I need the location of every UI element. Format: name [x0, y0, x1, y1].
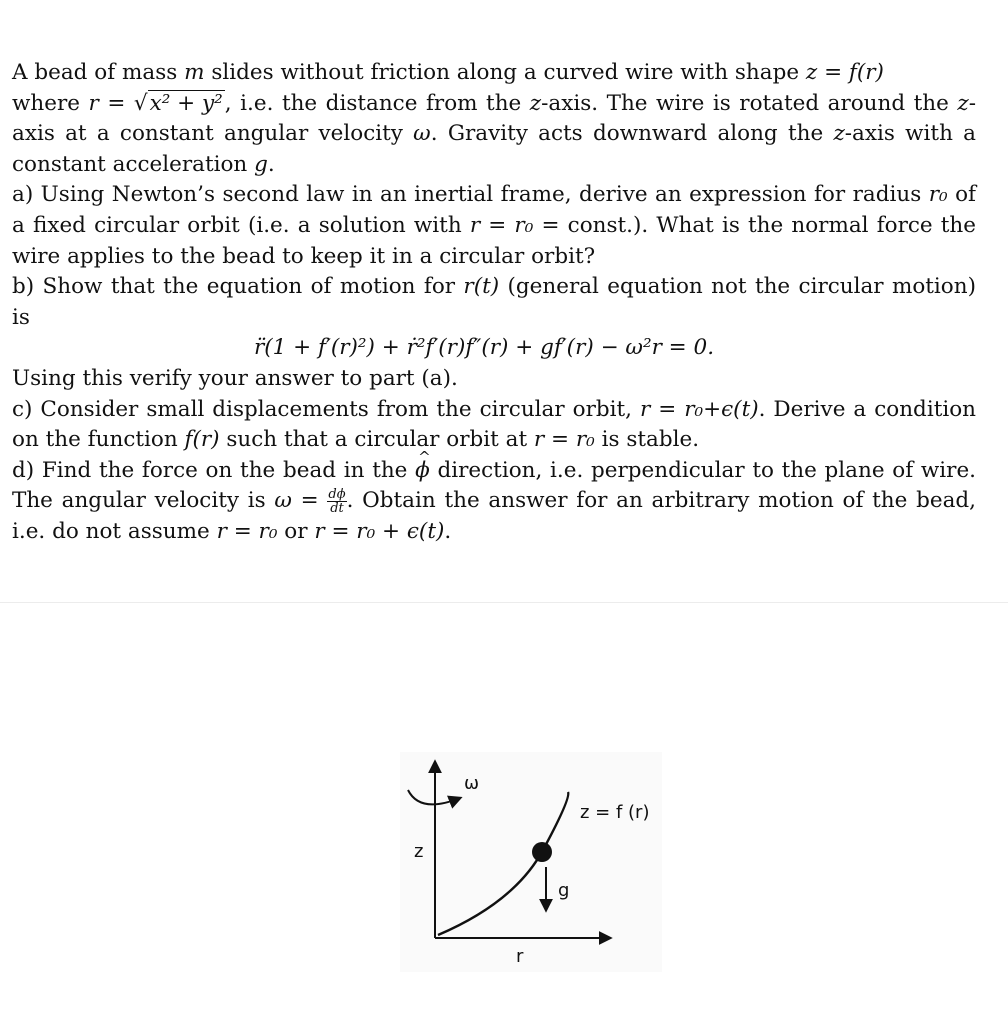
verify-line: Using this verify your answer to part (a). — [12, 365, 458, 391]
diagram-svg — [400, 752, 662, 972]
sqrt-expression: √x² + y² — [133, 90, 223, 116]
part-a: a) Using Newton’s second law in an inertial frame, derive an expression for radius r₀ of a fixed circular orbit (i.e. a solution with r = r₀ = const.). What is the normal force the wire applies to the bead to keep it in a circular orbit? — [12, 182, 976, 269]
gravity-label: g — [558, 880, 570, 901]
z-axis-label: z — [414, 841, 424, 862]
bead-wire-diagram — [400, 752, 662, 972]
wire-curve — [438, 792, 568, 935]
problem-statement — [12, 58, 976, 548]
equation-of-motion: r̈(1 + f′(r)²) + ṙ²f′(r)f″(r) + gf′(r) − ω²r = 0. — [253, 335, 715, 361]
intro-paragraph: A bead of mass m slides without friction along a curved wire with shape z = f(r) where r = √x² + y², i.e. the distance from the z-axis. The wire is rotated around the z-axis at a constant angular velocity ω. Gravity acts downward along the z-axis with a constant acceleration g. — [12, 60, 976, 177]
part-c: c) Consider small displacements from the circular orbit, r = r₀+ϵ(t). Derive a condition on the function f(r) such that a circular orbit at r = r₀ is stable. — [12, 396, 976, 453]
dphi-dt-fraction: $\frac{d\phi}{dt}$ — [328, 486, 346, 516]
section-divider — [0, 602, 1008, 603]
part-b: b) Show that the equation of motion for r(t) (general equation not the circular motion) is — [12, 274, 976, 330]
omega-label: ω — [464, 773, 480, 794]
curve-label: z = f (r) — [580, 802, 650, 823]
part-d: d) Find the force on the bead in the ^ ϕ direction, i.e. perpendicular to the plane of wire. The angular velocity is ω = $\frac{d\phi}{dt}$ . Obtain the answer for an arbitrary motion of the bead, i.e. do not assume r = r₀ or r = r₀ + ϵ(t). — [12, 456, 976, 548]
bead-dot — [532, 842, 552, 862]
r-axis-label: r — [516, 946, 524, 967]
